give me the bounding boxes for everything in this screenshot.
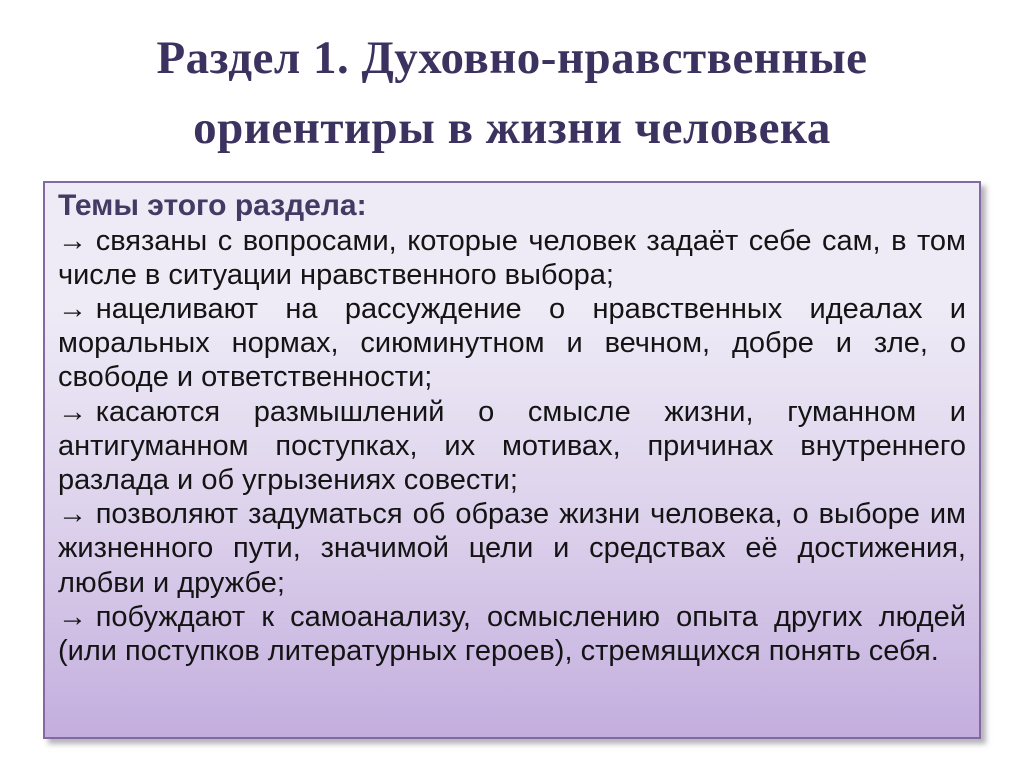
bullet-item <box>58 497 966 600</box>
slide-title: Раздел 1. Духовно-нравственные ориентиры в жизни человека <box>156 32 868 154</box>
bullet-item <box>58 600 966 668</box>
content-heading: Темы этого раздела: <box>58 189 367 222</box>
arrow-bullet-icon: → <box>58 292 87 325</box>
bullet-text: связаны с вопросами, которые человек задаёт себе сам, в том числе в ситуации нравственного выбора; <box>58 224 966 291</box>
arrow-bullet-icon: → <box>58 600 87 633</box>
bullet-text: позволяют задуматься об образе жизни человека, о выборе им жизненного пути, значимой цели и средствах её достижения, любви и дружбе; <box>58 498 966 599</box>
bullet-text: побуждают к самоанализу, осмыслению опыта других людей (или поступков литературных героев), стремящихся понять себя. <box>58 600 966 668</box>
arrow-bullet-icon: → <box>58 498 87 531</box>
content-box <box>43 181 981 739</box>
bullet-item <box>58 395 966 498</box>
bullet-item <box>58 224 966 292</box>
bullet-item <box>58 292 966 395</box>
arrow-bullet-icon: → <box>58 395 87 428</box>
arrow-bullet-icon: → <box>58 224 87 257</box>
bullet-text: нацеливают на рассуждение о нравственных идеалах и моральных нормах, сиюминутном и вечном, добре и зле, о свободе и ответственности; <box>58 292 966 394</box>
bullet-text: касаются размышлений о смысле жизни, гуманном и антигуманном поступках, их мотивах, причинах внутреннего разлада и об угрызениях совести; <box>58 395 966 497</box>
